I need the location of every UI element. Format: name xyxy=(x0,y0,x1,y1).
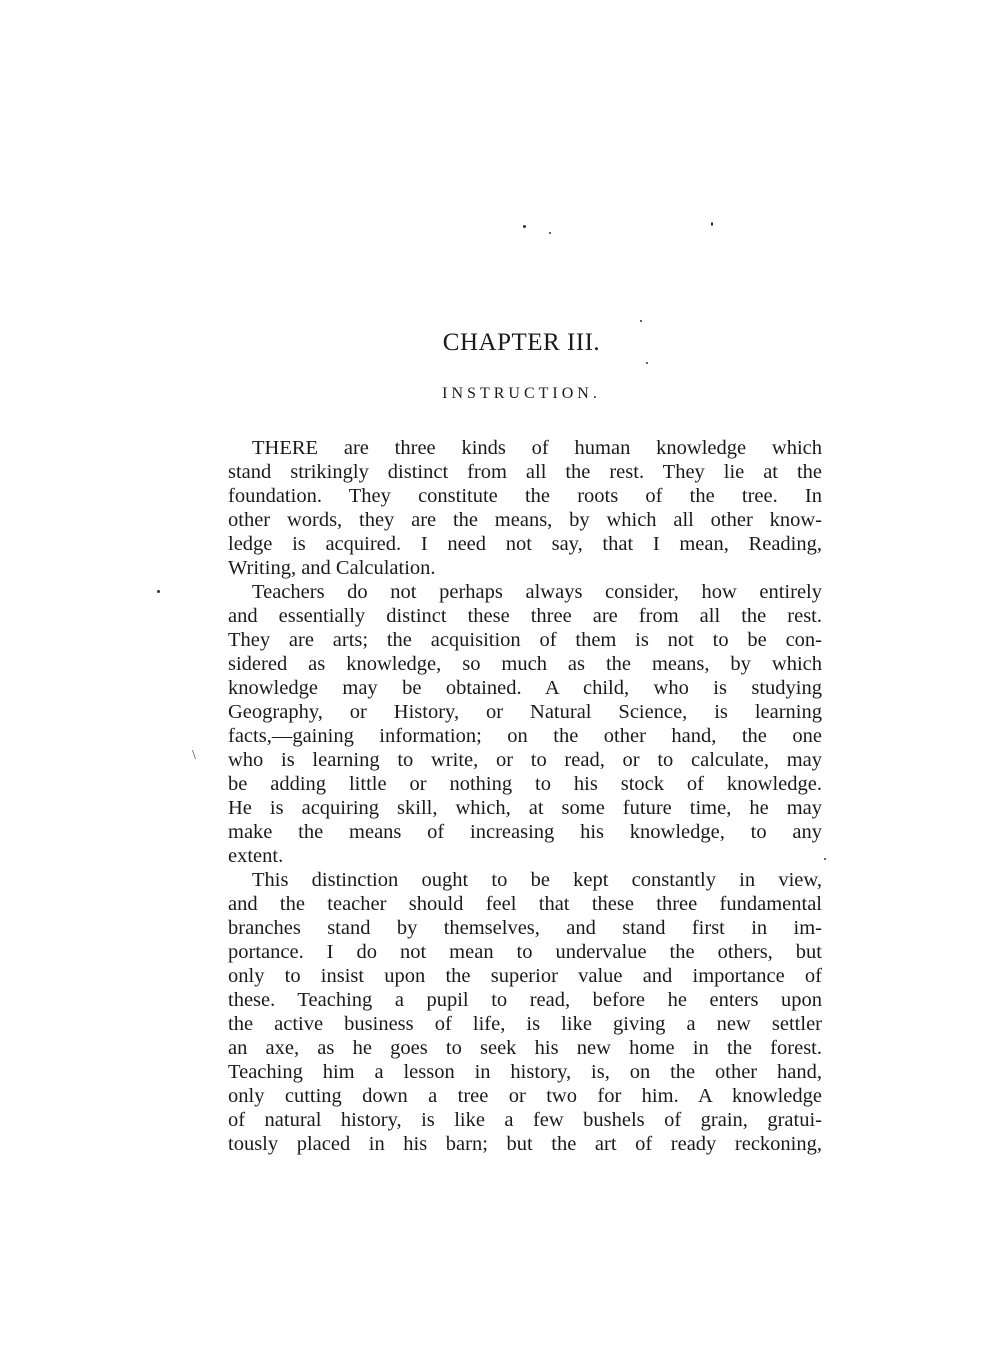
scan-speck xyxy=(157,590,160,593)
text-line: They are arts; the acquisition of them is not to be con- xyxy=(228,629,822,651)
text-line: other words, they are the means, by which all other know- xyxy=(228,509,822,531)
text-line: tously placed in his barn; but the art of ready reckoning, xyxy=(228,1133,822,1155)
text-line: Geography, or History, or Natural Science, is learning xyxy=(228,701,822,723)
scan-speck xyxy=(549,232,551,234)
text-line: make the means of increasing his knowledge, to any xyxy=(228,821,822,843)
text-line: THERE are three kinds of human knowledge which xyxy=(252,437,822,459)
chapter-title: CHAPTER III. xyxy=(442,329,601,356)
text-line: who is learning to write, or to read, or to calculate, may xyxy=(228,749,822,771)
text-line: sidered as knowledge, so much as the means, by which xyxy=(228,653,822,675)
text-line: stand strikingly distinct from all the rest. They lie at the xyxy=(228,461,822,483)
section-title: INSTRUCTION. xyxy=(442,385,601,402)
text-line: and essentially distinct these three are from all the rest. xyxy=(228,605,822,627)
text-line: portance. I do not mean to undervalue the others, but xyxy=(228,941,822,963)
text-line: ledge is acquired. I need not say, that I mean, Reading, xyxy=(228,533,822,555)
text-line: an axe, as he goes to seek his new home in the forest. xyxy=(228,1037,822,1059)
text-line: these. Teaching a pupil to read, before he enters upon xyxy=(228,989,822,1011)
text-line: Teachers do not perhaps always consider, how entirely xyxy=(252,581,822,603)
text-line: He is acquiring skill, which, at some future time, he may xyxy=(228,797,822,819)
text-line: knowledge may be obtained. A child, who is studying xyxy=(228,677,822,699)
text-line: branches stand by themselves, and stand first in im- xyxy=(228,917,822,939)
scan-speck xyxy=(523,225,526,228)
text-line: only cutting down a tree or two for him. A knowledge xyxy=(228,1085,822,1107)
text-line: of natural history, is like a few bushels of grain, gratui- xyxy=(228,1109,822,1131)
text-line: extent. xyxy=(228,845,284,867)
scan-speck xyxy=(824,858,826,860)
scan-speck xyxy=(646,362,648,364)
margin-mark: \ xyxy=(192,748,196,763)
text-line: be adding little or nothing to his stock of knowledge. xyxy=(228,773,822,795)
text-line: foundation. They constitute the roots of the tree. In xyxy=(228,485,822,507)
scan-speck xyxy=(711,222,713,226)
text-line: Writing, and Calculation. xyxy=(228,557,436,579)
text-line: facts,—gaining information; on the other hand, the one xyxy=(228,725,822,747)
text-line: only to insist upon the superior value and importance of xyxy=(228,965,822,987)
text-line: This distinction ought to be kept constantly in view, xyxy=(252,869,822,891)
text-line: and the teacher should feel that these three fundamental xyxy=(228,893,822,915)
scan-speck xyxy=(640,320,642,322)
text-line: Teaching him a lesson in history, is, on the other hand, xyxy=(228,1061,822,1083)
text-line: the active business of life, is like giving a new settler xyxy=(228,1013,822,1035)
